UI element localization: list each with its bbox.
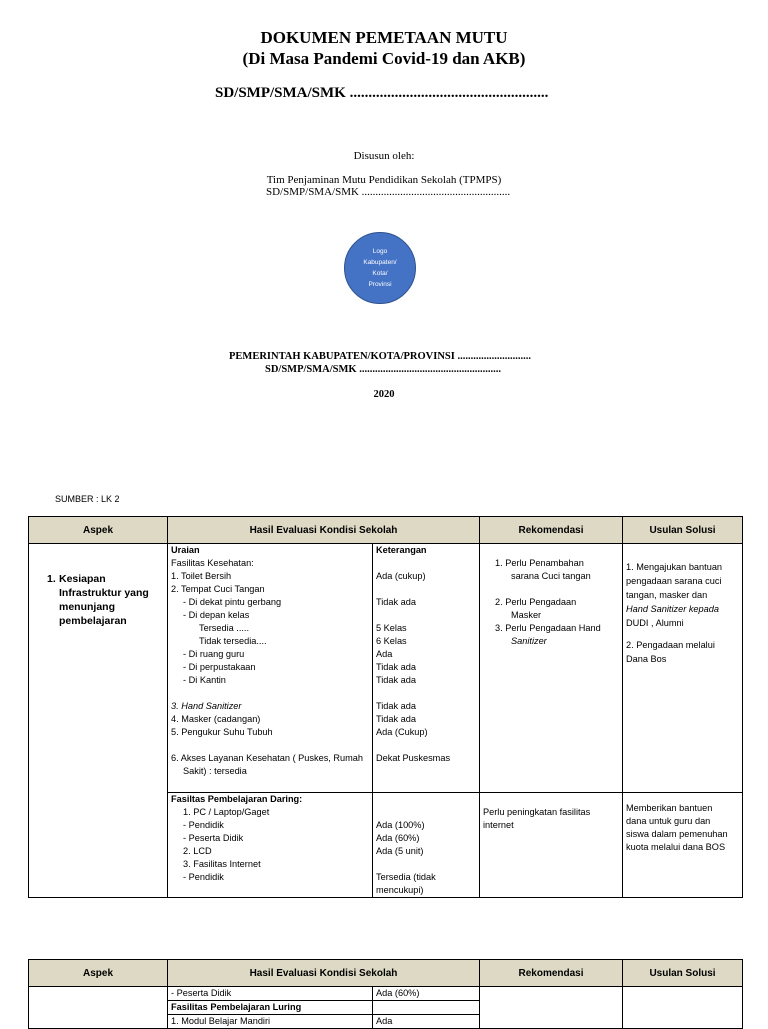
list-item: 2. Tempat Cuci Tangan xyxy=(171,584,265,594)
list-item: 3. Fasilitas Internet xyxy=(183,859,261,869)
quality-mapping-table xyxy=(28,516,743,898)
list-item: - Di perpustakaan xyxy=(183,662,256,672)
header-hasil-evaluasi: Hasil Evaluasi Kondisi Sekolah xyxy=(168,960,480,987)
list-item: internet xyxy=(483,820,514,830)
aspect-cell xyxy=(29,544,168,898)
logo-text: Provinsi xyxy=(368,281,392,288)
table-row xyxy=(29,544,743,793)
list-item: mencukupi) xyxy=(376,885,424,895)
recommendation-cell xyxy=(480,987,623,1029)
solution-cell xyxy=(623,544,743,793)
list-item: 1. Toilet Bersih xyxy=(171,571,232,581)
logo-placeholder xyxy=(344,232,416,304)
keterangan-header: Keterangan xyxy=(376,545,427,555)
list-item: Fasilitas Kesehatan: xyxy=(171,558,254,568)
spacer xyxy=(626,630,739,638)
uraian-cell xyxy=(168,544,373,793)
list-item: 6 Kelas xyxy=(376,636,407,646)
logo-text: Kota/ xyxy=(372,270,388,277)
title-line-1: DOKUMEN PEMETAAN MUTU xyxy=(260,28,508,47)
list-item: - Pendidik xyxy=(183,820,224,830)
list-item: 3. Hand Sanitizer xyxy=(171,701,242,711)
aspect-line-1: Kesiapan xyxy=(59,573,106,585)
list-item: - Peserta Didik xyxy=(183,833,244,843)
source-label: SUMBER : LK 2 xyxy=(55,494,120,504)
list-item: Sanitizer xyxy=(511,636,547,646)
uraian-header: Uraian xyxy=(171,545,200,555)
table-row xyxy=(29,987,743,1001)
solution-cell xyxy=(623,987,743,1029)
spacer xyxy=(376,583,476,596)
spacer xyxy=(171,687,369,700)
table-header-row xyxy=(29,517,743,544)
list-item: 5 Kelas xyxy=(376,623,407,633)
list-item: Masker xyxy=(511,610,542,620)
list-item: Tidak ada xyxy=(376,714,417,724)
spacer xyxy=(376,557,476,570)
spacer xyxy=(376,806,476,819)
list-item: - Di depan kelas xyxy=(183,610,250,620)
team-line-1: Tim Penjaminan Mutu Pendidikan Sekolah (TPMPS) xyxy=(266,174,502,186)
list-item: Ada xyxy=(376,649,393,659)
team-line-2: SD/SMP/SMA/SMK ...................................................... xyxy=(266,186,511,198)
spacer xyxy=(376,793,476,806)
header-aspek: Aspek xyxy=(29,960,168,987)
list-item: - Di Kantin xyxy=(183,675,226,685)
daring-header: Fasiltas Pembelajaran Daring: xyxy=(171,794,303,804)
list-item: Tersedia ..... xyxy=(199,623,250,633)
list-item: 3. Perlu Pengadaan Hand xyxy=(495,623,601,633)
list-item: 1. PC / Laptop/Gaget xyxy=(183,807,270,817)
list-item: Tidak ada xyxy=(376,597,417,607)
list-item: sarana Cuci tangan xyxy=(511,571,591,581)
list-item: - Di dekat pintu gerbang xyxy=(183,597,282,607)
list-item: 1. Modul Belajar Mandiri xyxy=(168,1015,373,1029)
list-item: Ada (Cukup) xyxy=(376,727,428,737)
aspect-rest: Infrastruktur yang menunjang pembelajaran xyxy=(59,587,149,627)
list-item: - Peserta Didik xyxy=(168,987,373,1001)
header-aspek: Aspek xyxy=(29,517,168,544)
spacer xyxy=(483,583,619,596)
spacer xyxy=(171,739,369,752)
header-rekomendasi: Rekomendasi xyxy=(480,517,623,544)
header-usulan-solusi: Usulan Solusi xyxy=(623,517,743,544)
government-line: PEMERINTAH KABUPATEN/KOTA/PROVINSI ............................ xyxy=(229,351,531,362)
list-item: Tidak tersedia.... xyxy=(199,636,267,646)
list-item: Hand Sanitizer kepada xyxy=(626,604,719,614)
school-line: SD/SMP/SMA/SMK ..................................................... xyxy=(215,85,549,101)
list-item: 1. Mengajukan bantuan xyxy=(626,562,723,572)
list-item: Ada (100%) xyxy=(376,820,425,830)
recommendation-cell xyxy=(480,793,623,898)
spacer xyxy=(376,739,476,752)
list-item: Tersedia (tidak xyxy=(376,872,436,882)
table-header-row xyxy=(29,960,743,987)
school-line-2: SD/SMP/SMA/SMK ...................................................... xyxy=(265,364,501,375)
spacer xyxy=(376,609,476,622)
list-item: - Di ruang guru xyxy=(183,649,245,659)
list-item: 6. Akses Layanan Kesehatan ( Puskes, Rumah xyxy=(171,753,364,763)
list-item: Perlu peningkatan fasilitas xyxy=(483,807,591,817)
list-item: Tidak ada xyxy=(376,675,417,685)
header-rekomendasi: Rekomendasi xyxy=(480,960,623,987)
list-item: dana untuk guru dan xyxy=(626,816,711,826)
logo-text: Logo xyxy=(372,248,388,255)
list-item: DUDI , Alumni xyxy=(626,618,684,628)
list-item: Ada (cukup) xyxy=(376,571,426,581)
list-item: 2. Pengadaan melalui xyxy=(626,640,715,650)
list-item: 4. Masker (cadangan) xyxy=(171,714,261,724)
year: 2020 xyxy=(373,389,395,400)
aspect-number: 1. xyxy=(47,573,56,585)
title-line-2: (Di Masa Pandemi Covid-19 dan AKB) xyxy=(242,49,526,68)
document-title xyxy=(0,27,768,69)
daring-keterangan-cell xyxy=(373,793,480,898)
list-item: 2. Perlu Pengadaan xyxy=(495,597,577,607)
spacer xyxy=(376,687,476,700)
list-item: pengadaan sarana cuci xyxy=(626,576,722,586)
spacer xyxy=(376,858,476,871)
list-item: Ada (60%) xyxy=(373,987,480,1001)
header-usulan-solusi: Usulan Solusi xyxy=(623,960,743,987)
logo-text: Kabupaten/ xyxy=(363,259,397,266)
luring-header: Fasilitas Pembelajaran Luring xyxy=(168,1001,373,1015)
list-item: Tidak ada xyxy=(376,701,417,711)
list-item: Ada xyxy=(373,1015,480,1029)
list-item: 5. Pengukur Suhu Tubuh xyxy=(171,727,273,737)
list-item: 1. Perlu Penambahan xyxy=(495,558,584,568)
list-item: tangan, masker dan xyxy=(626,590,708,600)
list-item: - Pendidik xyxy=(183,872,224,882)
empty-cell xyxy=(373,1001,480,1015)
list-item: 2. LCD xyxy=(183,846,212,856)
aspect-cell xyxy=(29,987,168,1029)
list-item: kuota melalui dana BOS xyxy=(626,842,726,852)
list-item: Tidak ada xyxy=(376,662,417,672)
list-item: siswa dalam pemenuhan xyxy=(626,829,728,839)
list-item: Memberikan bantuen xyxy=(626,803,713,813)
compiled-by: Disusun oleh: xyxy=(353,150,415,162)
list-item: Sakit) : tersedia xyxy=(183,766,247,776)
list-item: Dekat Puskesmas xyxy=(376,753,451,763)
daring-cell xyxy=(168,793,373,898)
quality-mapping-table-continued xyxy=(28,959,743,1029)
recommendation-cell xyxy=(480,544,623,793)
keterangan-cell xyxy=(373,544,480,793)
list-item: Ada (5 unit) xyxy=(376,846,424,856)
list-item: Dana Bos xyxy=(626,654,667,664)
solution-cell xyxy=(623,793,743,898)
list-item: Ada (60%) xyxy=(376,833,420,843)
header-hasil-evaluasi: Hasil Evaluasi Kondisi Sekolah xyxy=(168,517,480,544)
